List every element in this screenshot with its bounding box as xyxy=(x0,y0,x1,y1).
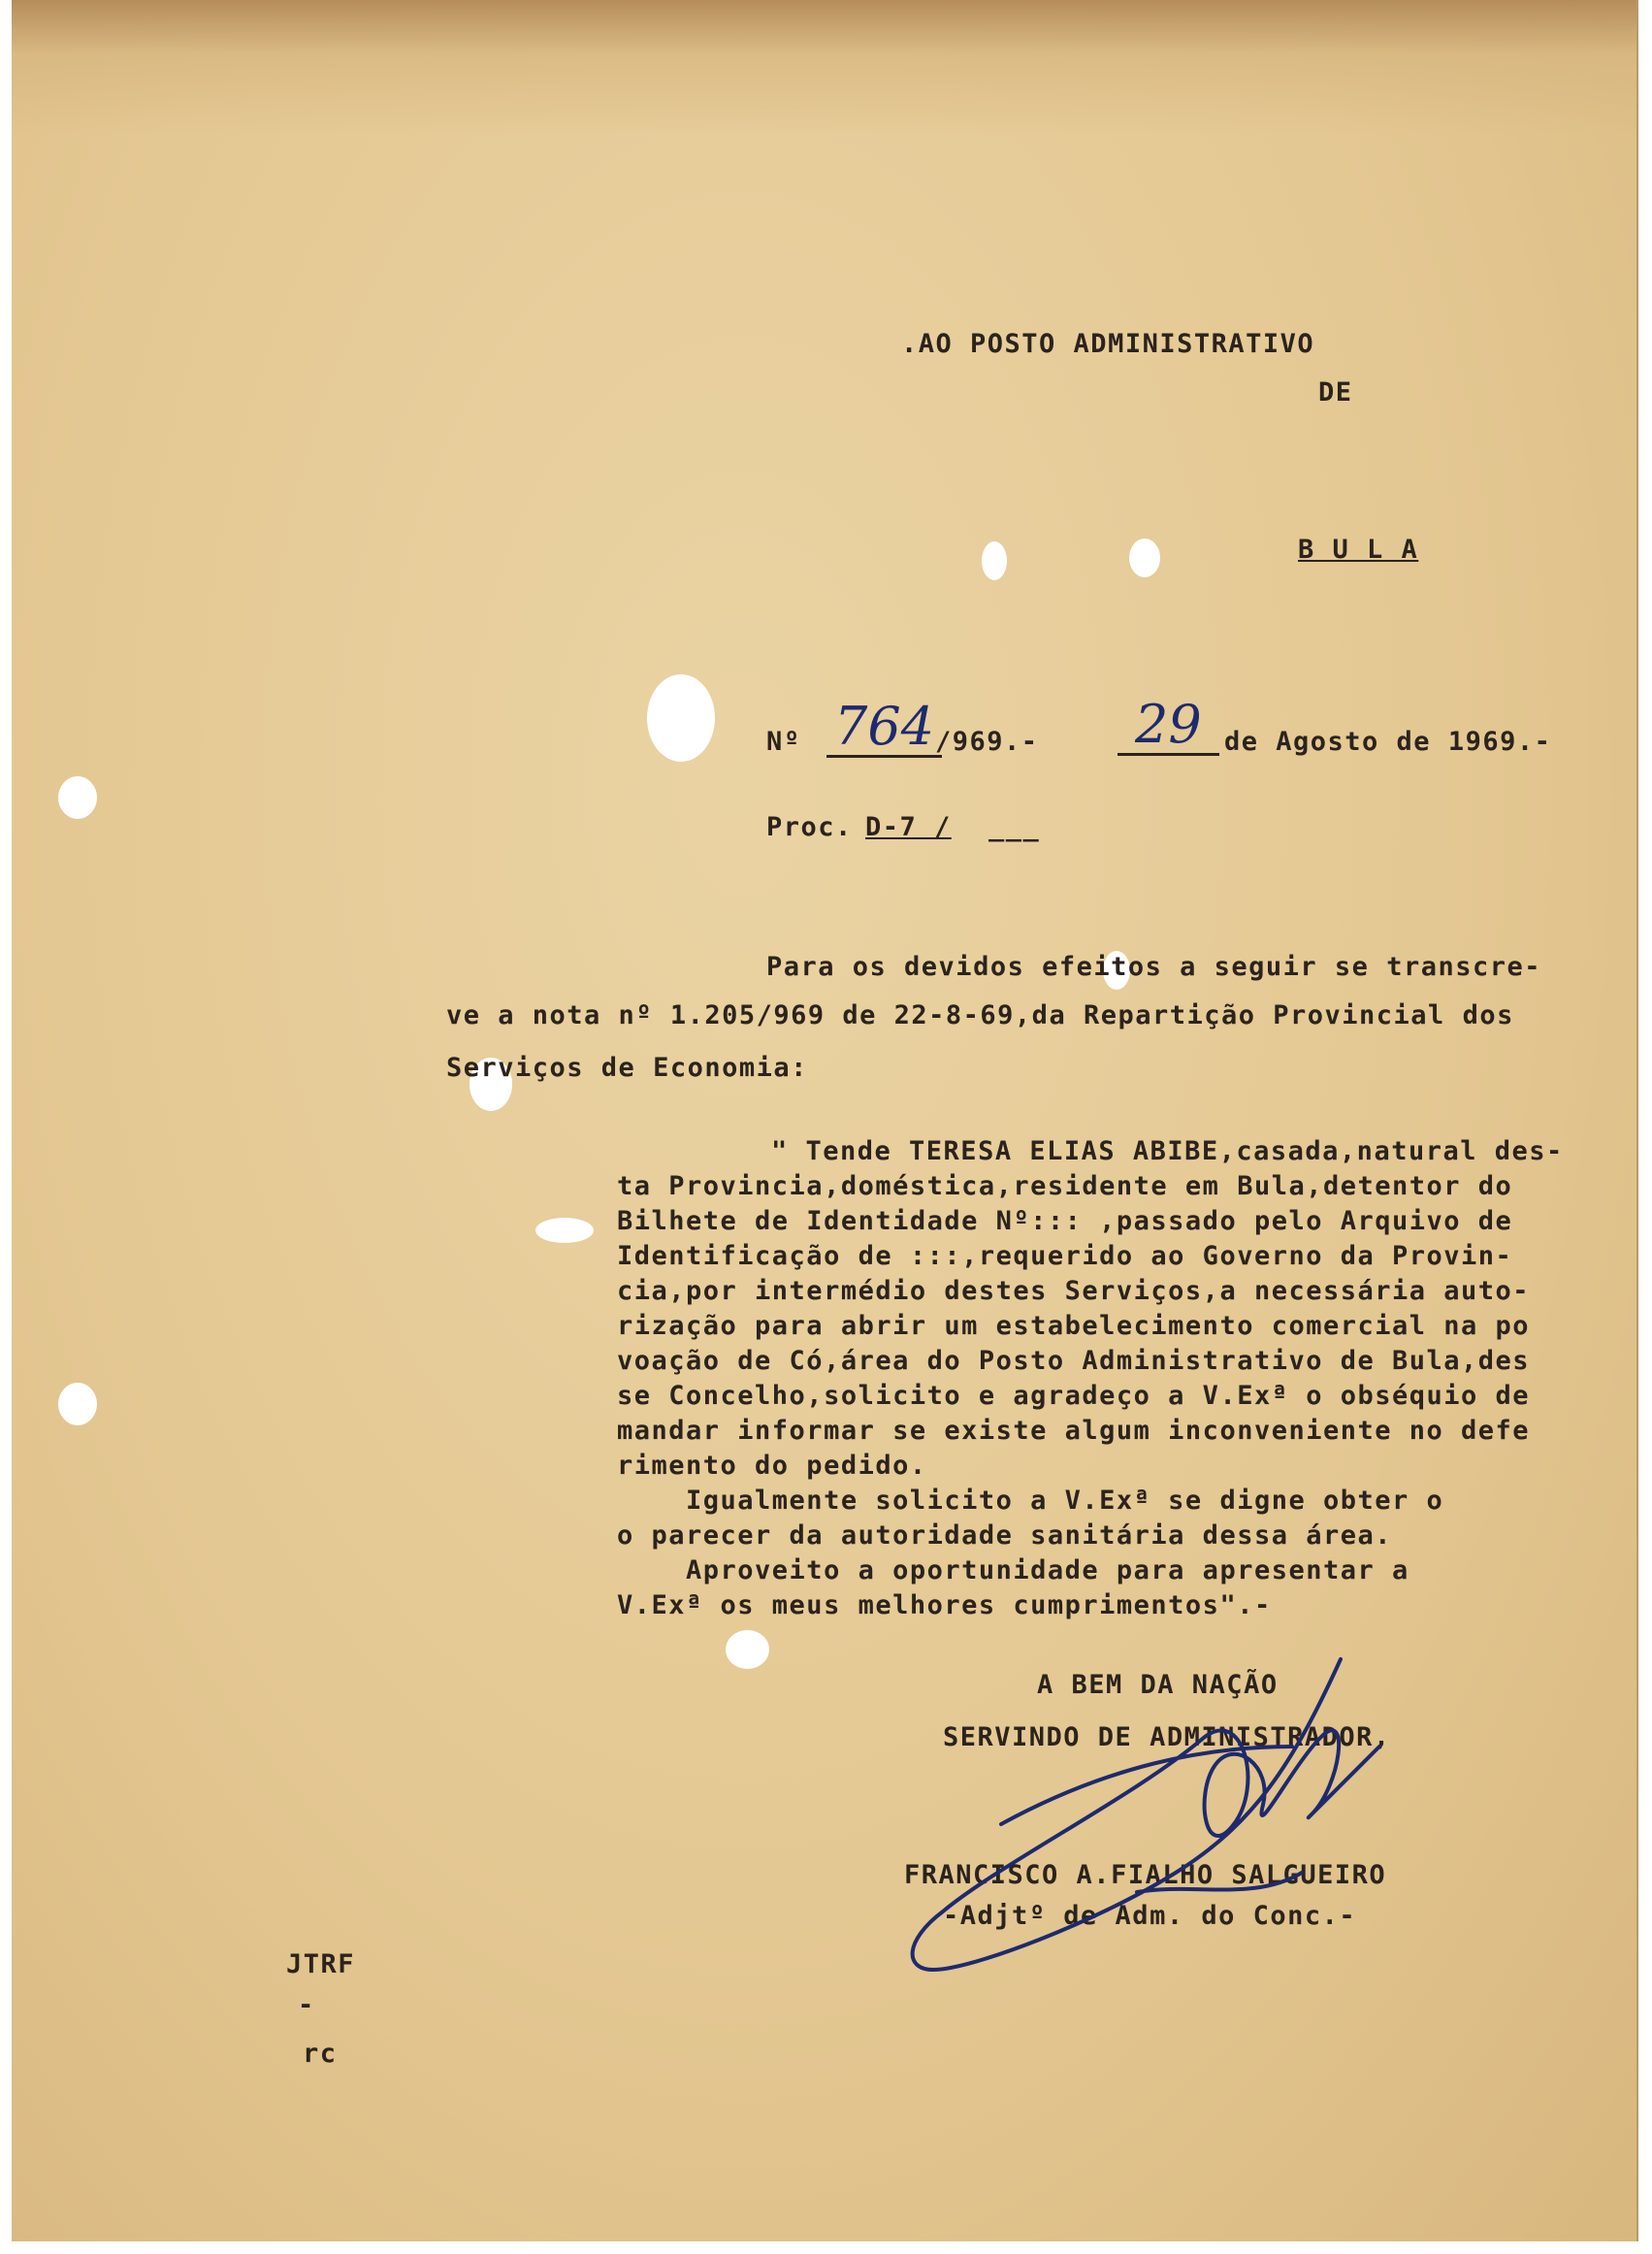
number-label: Nº xyxy=(766,727,801,757)
proc-value: D-7 / xyxy=(865,812,952,842)
quote-line: voação de Có,área do Posto Administrativo de Bula,des xyxy=(617,1346,1531,1376)
closing-line-2: SERVINDO DE ADMINISTRADOR, xyxy=(943,1722,1391,1752)
quote-line: Aproveito a oportunidade para apresentar a xyxy=(617,1555,1409,1585)
initials-line-1: JTRF xyxy=(286,1949,356,1979)
initials-line-3: rc xyxy=(303,2039,338,2069)
quote-line: " Tende TERESA ELIAS ABIBE,casada,natural des- xyxy=(771,1136,1564,1166)
date-text: de Agosto de 1969.- xyxy=(1224,727,1552,757)
paper-hole xyxy=(982,541,1007,580)
punch-hole xyxy=(58,776,97,819)
paper-hole xyxy=(647,674,715,762)
intro-line-1: Para os devidos efeitos a seguir se transcre- xyxy=(766,952,1541,982)
paper-hole xyxy=(726,1630,769,1669)
handwritten-day: 29 xyxy=(1118,697,1219,756)
number-year: /969.- xyxy=(935,727,1039,757)
quote-line: cia,por intermédio destes Serviços,a necessária auto- xyxy=(617,1276,1531,1306)
addressee-place: B U L A xyxy=(1298,535,1419,565)
signatory-title: -Adjtº de Adm. do Conc.- xyxy=(943,1901,1357,1931)
addressee-line: .AO POSTO ADMINISTRATIVO xyxy=(901,329,1315,359)
initials-line-2: - xyxy=(298,1990,315,2020)
proc-label: Proc. xyxy=(766,812,853,842)
quote-line: rimento do pedido. xyxy=(617,1451,927,1481)
quote-line: Igualmente solicito a V.Exª se digne obter o xyxy=(617,1486,1444,1516)
intro-line-3: Serviços de Economia: xyxy=(446,1053,808,1083)
handwritten-number: 764 xyxy=(826,699,942,758)
quote-line: se Concelho,solicito e agradeço a V.Exª o obséquio de xyxy=(617,1381,1531,1411)
proc-blank: ___ xyxy=(988,812,1041,842)
quote-line: o parecer da autoridade sanitária dessa área. xyxy=(617,1520,1392,1551)
quote-line: Identificação de :::,requerido ao Governo da Provin- xyxy=(617,1241,1513,1271)
signature-scribble xyxy=(885,1650,1389,1999)
addressee-de: DE xyxy=(1318,377,1353,408)
quote-line: rização para abrir um estabelecimento comercial na po xyxy=(617,1311,1531,1341)
water-stain xyxy=(12,0,1636,136)
punch-hole xyxy=(58,1383,97,1425)
quote-line: mandar informar se existe algum inconveniente no defe xyxy=(617,1416,1531,1446)
closing-line-1: A BEM DA NAÇÃO xyxy=(1037,1670,1279,1700)
document-sheet xyxy=(12,0,1638,2241)
intro-line-2: ve a nota nº 1.205/969 de 22-8-69,da Repartição Provincial dos xyxy=(446,1000,1514,1030)
signatory-name: FRANCISCO A.FIALHO SALGUEIRO xyxy=(904,1860,1387,1890)
paper-hole xyxy=(535,1218,594,1243)
quote-line: Bilhete de Identidade Nº::: ,passado pelo Arquivo de xyxy=(617,1206,1513,1236)
quote-line: V.Exª os meus melhores cumprimentos".- xyxy=(617,1590,1272,1620)
paper-hole xyxy=(1129,539,1160,577)
quote-line: ta Provincia,doméstica,residente em Bula,detentor do xyxy=(617,1171,1513,1201)
